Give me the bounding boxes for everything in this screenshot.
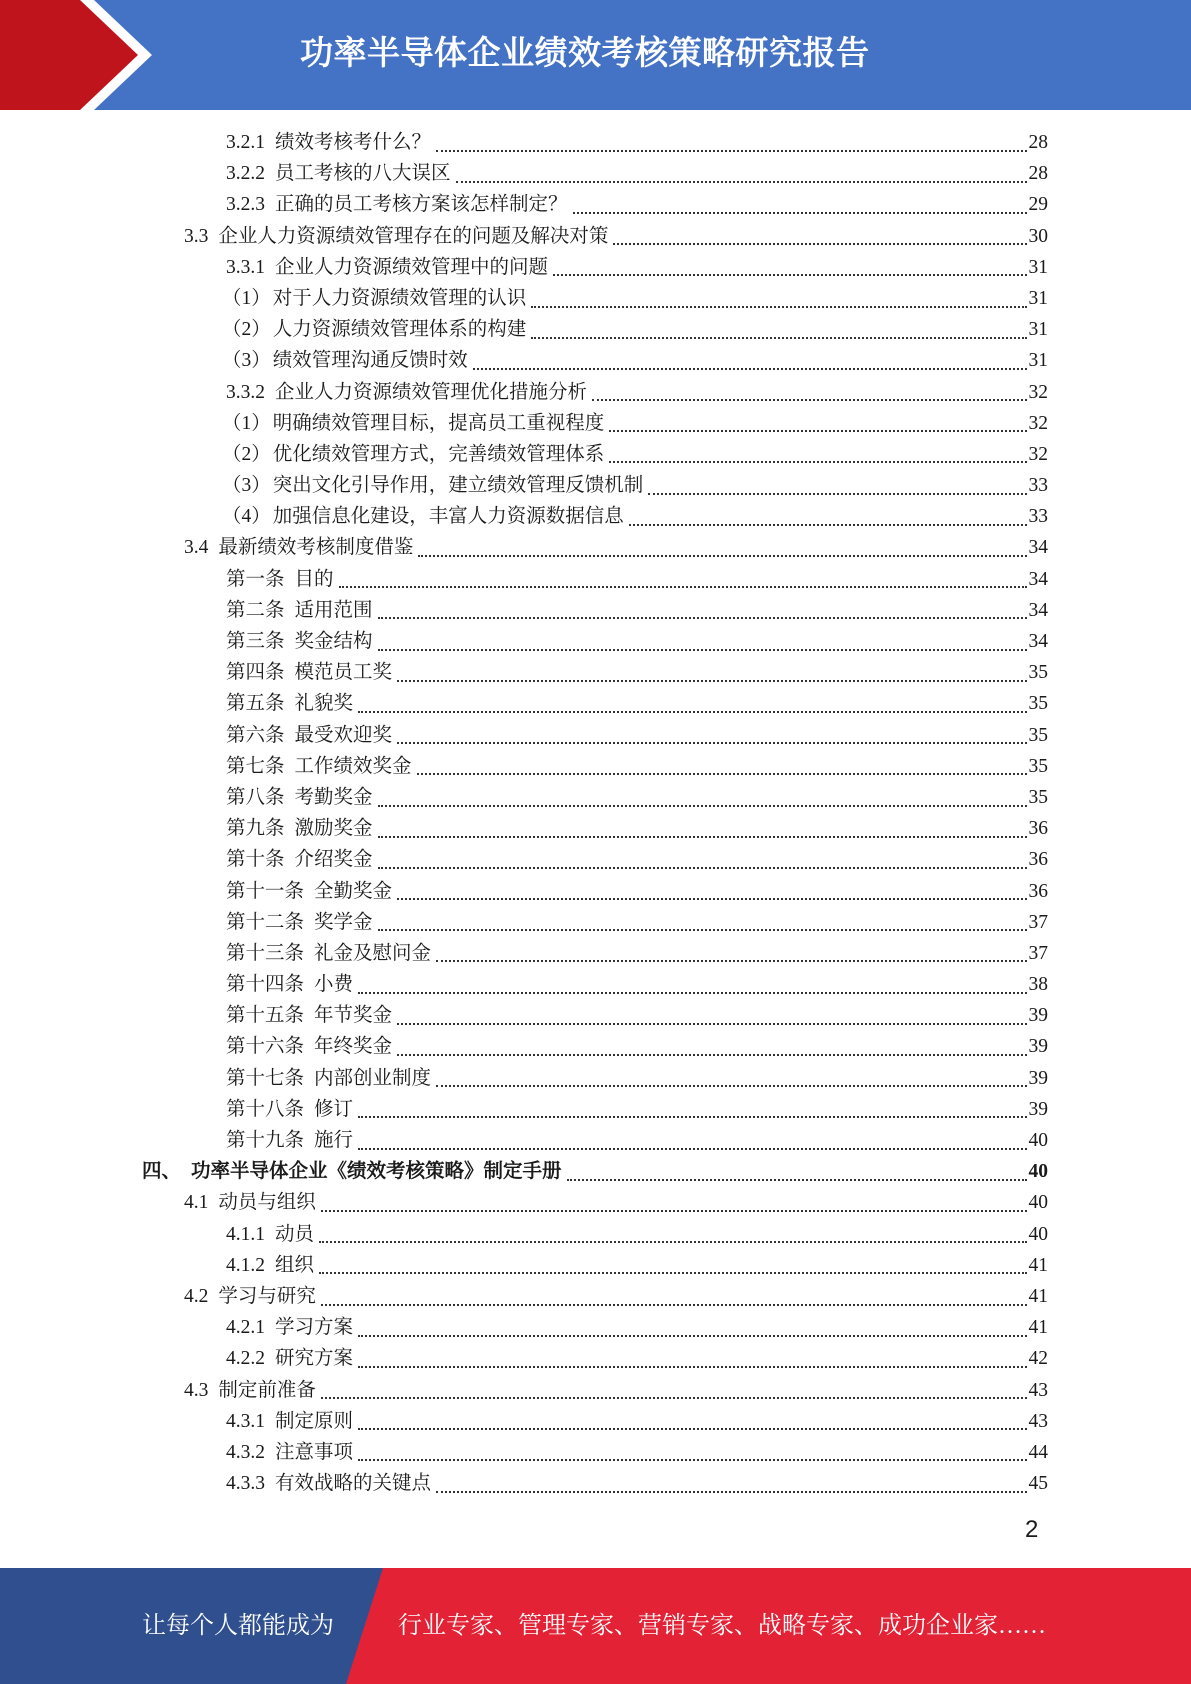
toc-entry[interactable] xyxy=(0,283,1191,314)
toc-entry-title: 全勤奖金 xyxy=(314,880,393,902)
toc-entry[interactable] xyxy=(0,782,1191,813)
toc-entry[interactable] xyxy=(0,907,1191,938)
toc-dot-leader xyxy=(358,992,1026,994)
toc-dot-leader xyxy=(609,461,1026,463)
toc-entry-number: （1） xyxy=(222,287,271,309)
toc-entry[interactable] xyxy=(0,720,1191,751)
toc-entry[interactable] xyxy=(0,1187,1191,1218)
toc-entry[interactable] xyxy=(0,876,1191,907)
toc-entry-page: 37 xyxy=(1028,911,1048,933)
toc-entry-number: 第十六条 xyxy=(226,1036,305,1058)
toc-entry-number: 第十九条 xyxy=(226,1130,305,1151)
toc-entry-page: 39 xyxy=(1028,1067,1048,1089)
toc-entry-page: 32 xyxy=(1028,381,1048,403)
toc-entry-page: 40 xyxy=(1028,1130,1048,1151)
header-chevron-icon xyxy=(0,0,138,110)
toc-entry-number: 第一条 xyxy=(226,568,285,590)
toc-entry[interactable] xyxy=(0,221,1191,252)
toc-entry[interactable] xyxy=(0,1375,1191,1406)
toc-entry-page: 39 xyxy=(1028,1036,1048,1058)
toc-entry-number: 第十条 xyxy=(226,849,285,871)
toc-entry-title: 学习与研究 xyxy=(218,1285,316,1307)
toc-dot-leader xyxy=(436,1491,1026,1493)
footer-banner xyxy=(0,1568,1191,1684)
toc-entry-number: 第十五条 xyxy=(226,1005,305,1027)
toc-entry-title: 礼金及慰问金 xyxy=(314,942,432,964)
toc-entry-title: 年终奖金 xyxy=(314,1036,393,1058)
toc-entry-number: 3.4 xyxy=(184,537,209,559)
toc-entry-title: 最受欢迎奖 xyxy=(294,724,393,746)
toc-entry-title: 内部创业制度 xyxy=(314,1067,432,1089)
toc-entry-title: 目的 xyxy=(294,568,334,590)
toc-entry-page: 31 xyxy=(1028,287,1048,309)
toc-entry-page: 39 xyxy=(1028,1005,1048,1027)
toc-entry-title: 优化绩效管理方式，完善绩效管理体系 xyxy=(272,443,605,465)
toc-entry-title: 企业人力资源绩效管理优化措施分析 xyxy=(275,381,588,403)
toc-entry-page: 33 xyxy=(1028,475,1048,497)
toc-entry[interactable] xyxy=(0,314,1191,345)
toc-entry-page: 41 xyxy=(1028,1285,1048,1307)
toc-dot-leader xyxy=(531,306,1026,308)
toc-entry-page: 36 xyxy=(1028,818,1048,840)
toc-dot-leader xyxy=(592,399,1026,401)
toc-entry[interactable] xyxy=(0,813,1191,844)
toc-entry-title: 加强信息化建设，丰富人力资源数据信息 xyxy=(272,506,624,528)
toc-entry[interactable] xyxy=(0,657,1191,688)
toc-entry-page: 34 xyxy=(1028,568,1048,590)
toc-entry-page: 40 xyxy=(1028,1192,1048,1214)
toc-entry[interactable] xyxy=(0,688,1191,719)
toc-entry[interactable] xyxy=(0,1156,1191,1187)
toc-entry-page: 34 xyxy=(1028,599,1048,621)
footer-slogan-roles: 行业专家、管理专家、营销专家、战略专家、成功企业家…… xyxy=(398,1613,1046,1639)
toc-entry[interactable] xyxy=(0,252,1191,283)
table-of-contents xyxy=(0,127,1191,1499)
toc-dot-leader xyxy=(417,773,1027,775)
toc-dot-leader xyxy=(378,805,1027,807)
toc-entry-number: 3.3 xyxy=(184,225,209,247)
toc-dot-leader xyxy=(358,711,1026,713)
toc-entry-number: 第十四条 xyxy=(226,974,305,996)
toc-entry-title: 企业人力资源绩效管理存在的问题及解决对策 xyxy=(218,225,609,247)
toc-dot-leader xyxy=(397,898,1026,900)
toc-entry-number: 3.3.2 xyxy=(226,381,265,403)
toc-dot-leader xyxy=(358,1366,1026,1368)
toc-entry[interactable] xyxy=(0,595,1191,626)
toc-entry-title: 工作绩效奖金 xyxy=(294,755,412,777)
toc-entry-number: （2） xyxy=(222,319,271,341)
toc-entry-page: 34 xyxy=(1028,537,1048,559)
toc-entry-page: 32 xyxy=(1028,412,1048,434)
toc-entry-page: 29 xyxy=(1028,194,1048,216)
toc-entry-number: （4） xyxy=(222,506,271,528)
toc-entry-title: 正确的员工考核方案该怎样制定？ xyxy=(275,194,568,216)
toc-entry-number: （3） xyxy=(222,475,271,497)
toc-dot-leader xyxy=(531,337,1026,339)
toc-entry-title: 介绍奖金 xyxy=(294,849,373,871)
toc-entry-title: 小费 xyxy=(314,974,354,996)
toc-entry-title: 年节奖金 xyxy=(314,1005,393,1027)
toc-entry-page: 28 xyxy=(1028,132,1048,153)
toc-entry-number: 4.2 xyxy=(184,1285,209,1307)
toc-entry-number: （2） xyxy=(222,443,271,465)
toc-entry-title: 动员与组织 xyxy=(218,1192,316,1214)
toc-entry-number: 4.1.2 xyxy=(226,1254,265,1276)
toc-entry[interactable] xyxy=(0,501,1191,532)
toc-dot-leader xyxy=(436,1085,1026,1087)
toc-dot-leader xyxy=(319,1272,1026,1274)
toc-entry-number: 4.1 xyxy=(184,1192,209,1214)
toc-entry[interactable] xyxy=(0,127,1191,158)
toc-entry-number: 第七条 xyxy=(226,755,285,777)
toc-dot-leader xyxy=(358,1148,1026,1150)
toc-entry-page: 45 xyxy=(1028,1473,1048,1495)
header-banner xyxy=(0,0,1191,110)
toc-dot-leader xyxy=(378,867,1027,869)
toc-entry[interactable] xyxy=(0,377,1191,408)
toc-entry-title: 注意事项 xyxy=(275,1441,354,1463)
toc-entry[interactable] xyxy=(0,408,1191,439)
toc-dot-leader xyxy=(321,1210,1027,1212)
toc-entry-title: 功率半导体企业《绩效考核策略》制定手册 xyxy=(191,1161,562,1183)
toc-entry-page: 30 xyxy=(1028,225,1048,247)
toc-entry-title: 组织 xyxy=(275,1254,315,1276)
toc-entry[interactable] xyxy=(0,1250,1191,1281)
toc-entry-title: 绩效考核考什么？ xyxy=(275,132,432,153)
toc-entry-title: 员工考核的八大误区 xyxy=(275,163,451,185)
toc-entry-number: 第八条 xyxy=(226,786,285,808)
toc-entry[interactable] xyxy=(0,1219,1191,1250)
toc-entry-page: 35 xyxy=(1028,786,1048,808)
footer-slogan-lead: 让每个人都能成为 xyxy=(142,1613,334,1639)
toc-entry-title: 动员 xyxy=(275,1223,315,1245)
toc-dot-leader xyxy=(397,742,1026,744)
toc-entry[interactable] xyxy=(0,1312,1191,1343)
toc-dot-leader xyxy=(397,1023,1026,1025)
toc-entry-number: 第二条 xyxy=(226,599,285,621)
toc-entry-number: 第十二条 xyxy=(226,911,305,933)
toc-entry-title: 绩效管理沟通反馈时效 xyxy=(272,350,468,372)
toc-entry-title: 礼貌奖 xyxy=(294,693,354,715)
toc-dot-leader xyxy=(456,181,1027,183)
toc-dot-leader xyxy=(358,1116,1026,1118)
toc-entry[interactable] xyxy=(0,1125,1191,1156)
toc-entry[interactable] xyxy=(0,751,1191,782)
toc-entry[interactable] xyxy=(0,470,1191,501)
toc-entry-number: 4.3.3 xyxy=(226,1473,265,1495)
toc-entry-number: 3.3.1 xyxy=(226,256,265,278)
toc-dot-leader xyxy=(648,493,1026,495)
toc-entry[interactable] xyxy=(0,1063,1191,1094)
toc-entry-page: 40 xyxy=(1028,1161,1048,1183)
toc-entry-number: 3.2.2 xyxy=(226,163,265,185)
toc-entry[interactable] xyxy=(0,1031,1191,1062)
toc-entry-page: 36 xyxy=(1028,849,1048,871)
toc-entry-number: 4.3.2 xyxy=(226,1441,265,1463)
toc-dot-leader xyxy=(397,680,1026,682)
toc-dot-leader xyxy=(629,524,1027,526)
toc-entry[interactable] xyxy=(0,844,1191,875)
toc-entry-number: 4.1.1 xyxy=(226,1223,265,1245)
toc-dot-leader xyxy=(609,430,1026,432)
toc-entry-number: 第五条 xyxy=(226,693,285,715)
toc-entry-number: （3） xyxy=(222,350,271,372)
toc-entry[interactable] xyxy=(0,189,1191,220)
toc-dot-leader xyxy=(473,368,1027,370)
toc-entry[interactable] xyxy=(0,532,1191,563)
toc-entry-title: 模范员工奖 xyxy=(294,662,393,684)
toc-entry-title: 激励奖金 xyxy=(294,818,373,840)
toc-entry-number: 4.2.2 xyxy=(226,1348,265,1370)
toc-entry-number: 3.2.3 xyxy=(226,194,265,216)
toc-entry-title: 突出文化引导作用，建立绩效管理反馈机制 xyxy=(272,475,644,497)
toc-dot-leader xyxy=(339,586,1027,588)
toc-entry-title: 考勤奖金 xyxy=(294,786,373,808)
toc-entry-page: 39 xyxy=(1028,1098,1048,1120)
toc-entry-page: 31 xyxy=(1028,350,1048,372)
toc-entry[interactable] xyxy=(0,626,1191,657)
toc-entry-number: 第十七条 xyxy=(226,1067,305,1089)
toc-entry[interactable] xyxy=(0,1343,1191,1374)
toc-entry[interactable] xyxy=(0,564,1191,595)
toc-dot-leader xyxy=(321,1304,1027,1306)
toc-entry-page: 44 xyxy=(1028,1441,1048,1463)
toc-entry-number: 第十一条 xyxy=(226,880,305,902)
toc-entry[interactable] xyxy=(0,345,1191,376)
toc-entry-number: 第九条 xyxy=(226,818,285,840)
toc-entry[interactable] xyxy=(0,1000,1191,1031)
toc-entry-title: 最新绩效考核制度借鉴 xyxy=(218,537,414,559)
toc-entry-number: 3.2.1 xyxy=(226,132,265,153)
toc-dot-leader xyxy=(378,649,1027,651)
toc-entry-title: 研究方案 xyxy=(275,1348,354,1370)
toc-entry-page: 37 xyxy=(1028,942,1048,964)
toc-entry-number: 第十三条 xyxy=(226,942,305,964)
toc-dot-leader xyxy=(358,1459,1026,1461)
toc-dot-leader xyxy=(418,555,1026,557)
toc-dot-leader xyxy=(319,1241,1026,1243)
toc-entry-number: 第十八条 xyxy=(226,1098,305,1120)
toc-entry-page: 35 xyxy=(1028,693,1048,715)
toc-entry-page: 31 xyxy=(1028,319,1048,341)
toc-dot-leader xyxy=(321,1397,1027,1399)
toc-entry[interactable] xyxy=(0,1406,1191,1437)
toc-dot-leader xyxy=(378,617,1027,619)
toc-entry-number: 第六条 xyxy=(226,724,285,746)
toc-dot-leader xyxy=(613,243,1026,245)
toc-entry-page: 38 xyxy=(1028,974,1048,996)
toc-entry-page: 43 xyxy=(1028,1379,1048,1401)
toc-entry-title: 有效战略的关键点 xyxy=(275,1473,432,1495)
toc-entry-title: 制定前准备 xyxy=(218,1379,316,1401)
toc-dot-leader xyxy=(573,212,1027,214)
toc-dot-leader xyxy=(358,1335,1026,1337)
toc-dot-leader xyxy=(436,150,1026,152)
toc-dot-leader xyxy=(378,929,1027,931)
toc-entry-title: 适用范围 xyxy=(294,599,373,621)
toc-entry-title: 对于人力资源绩效管理的认识 xyxy=(272,287,527,309)
toc-dot-leader xyxy=(436,960,1026,962)
toc-dot-leader xyxy=(378,836,1027,838)
toc-entry[interactable] xyxy=(0,969,1191,1000)
toc-entry-page: 31 xyxy=(1028,256,1048,278)
toc-entry-title: 奖学金 xyxy=(314,911,373,933)
toc-entry[interactable] xyxy=(0,439,1191,470)
report-title: 功率半导体企业绩效考核策略研究报告 xyxy=(300,33,870,72)
page-number: 2 xyxy=(1025,1516,1039,1543)
toc-entry-page: 36 xyxy=(1028,880,1048,902)
toc-entry-title: 修订 xyxy=(314,1098,354,1120)
toc-entry-title: 学习方案 xyxy=(275,1317,354,1339)
toc-entry-number: 4.3.1 xyxy=(226,1410,265,1432)
toc-entry-page: 35 xyxy=(1028,662,1048,684)
toc-entry[interactable] xyxy=(0,1094,1191,1125)
toc-entry-page: 34 xyxy=(1028,631,1048,652)
toc-entry-title: 明确绩效管理目标，提高员工重视程度 xyxy=(272,412,605,434)
toc-entry-title: 制定原则 xyxy=(275,1410,354,1432)
toc-entry-page: 32 xyxy=(1028,443,1048,465)
toc-entry-number: 4.2.1 xyxy=(226,1317,265,1339)
toc-entry-page: 28 xyxy=(1028,163,1048,185)
toc-entry[interactable] xyxy=(0,1281,1191,1312)
toc-entry-page: 40 xyxy=(1028,1223,1048,1245)
toc-entry-number: 4.3 xyxy=(184,1379,209,1401)
toc-dot-leader xyxy=(553,274,1026,276)
toc-entry-title: 人力资源绩效管理体系的构建 xyxy=(272,319,527,341)
toc-dot-leader xyxy=(397,1054,1026,1056)
toc-entry-title: 施行 xyxy=(314,1130,354,1151)
toc-dot-leader xyxy=(358,1428,1026,1430)
toc-entry-page: 33 xyxy=(1028,506,1048,528)
toc-entry-number: 第四条 xyxy=(226,662,285,684)
toc-entry-number: （1） xyxy=(222,412,271,434)
toc-entry[interactable] xyxy=(0,1437,1191,1468)
toc-dot-leader xyxy=(567,1179,1027,1181)
toc-entry-page: 42 xyxy=(1028,1348,1048,1370)
toc-entry-number: 第三条 xyxy=(226,631,285,652)
toc-entry[interactable] xyxy=(0,158,1191,189)
toc-entry[interactable] xyxy=(0,938,1191,969)
toc-entry-page: 35 xyxy=(1028,724,1048,746)
toc-entry[interactable] xyxy=(0,1468,1191,1499)
toc-entry-page: 41 xyxy=(1028,1254,1048,1276)
toc-entry-page: 41 xyxy=(1028,1317,1048,1339)
toc-entry-number: 四、 xyxy=(142,1161,182,1183)
toc-entry-title: 企业人力资源绩效管理中的问题 xyxy=(275,256,549,278)
toc-entry-page: 43 xyxy=(1028,1410,1048,1432)
toc-entry-page: 35 xyxy=(1028,755,1048,777)
toc-entry-title: 奖金结构 xyxy=(294,631,373,652)
